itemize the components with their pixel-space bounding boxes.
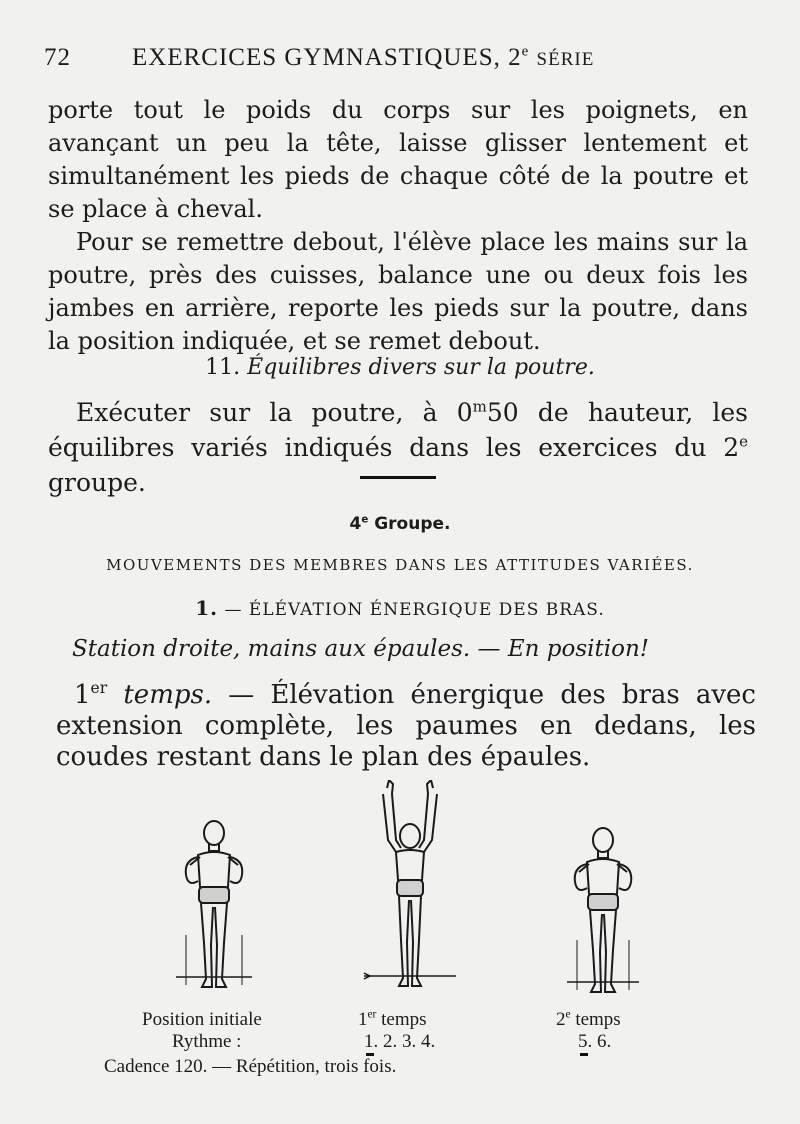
exercise-title: [0, 596, 800, 620]
group-subtitle: MOUVEMENTS DES MEMBRES DANS LES ATTITUDES VARIÉES.: [106, 556, 694, 574]
paragraph-1: porte tout le poids du corps sur les poignets, en avançant un peu la tête, laisse glisser lentement et simultanément les pieds de chaque côté de la poutre et se place à cheval.: [48, 96, 748, 223]
title-sup: e: [521, 43, 530, 60]
section-11-title: Équilibres divers sur la poutre.: [247, 355, 595, 380]
rythme-1: 1. 2. 3. 4.: [364, 1031, 436, 1052]
p3-part3: groupe.: [48, 468, 146, 497]
temps-1-word: temps.: [107, 680, 213, 710]
page-number: 72: [44, 44, 71, 71]
p3-part1: Exécuter sur la poutre, à 0: [76, 398, 473, 427]
caption-1-sup: er: [367, 1008, 377, 1021]
gymnast-hands-on-shoulders-illustration: [164, 815, 264, 1005]
groupe-label: Groupe.: [368, 514, 451, 534]
caption-2-num: 2: [556, 1009, 566, 1030]
caption-1-word: temps: [376, 1009, 427, 1030]
title-serie: SÉRIE: [536, 49, 595, 70]
rythme-2: 5. 6.: [578, 1031, 612, 1052]
cadence-line: Cadence 120. — Répétition, trois fois.: [104, 1056, 397, 1077]
exercise-number: 1.: [195, 596, 219, 620]
caption-2-word: temps: [570, 1009, 621, 1030]
paragraph-2: Pour se remettre debout, l'élève place les mains sur la poutre, près des cuisses, balance une ou deux fois les jambes en arrière, reporte les pieds sur la poutre, dans la position indiquée, et se remet debout.: [48, 228, 748, 355]
caption-2e-temps: [556, 1009, 621, 1031]
figure-position-initiale: [164, 815, 264, 1005]
paragraph-block-1: [48, 94, 748, 358]
figure-1er-temps: [360, 780, 460, 1005]
paragraph-3: [48, 395, 748, 500]
temps-1-sup: er: [90, 678, 108, 697]
caption-2-sup: e: [565, 1008, 571, 1021]
figure-2e-temps: [553, 822, 653, 1007]
exercise-title-text: — ÉLÉVATION ÉNERGIQUE DES BRAS.: [218, 600, 605, 620]
gymnast-arms-raised-illustration: [360, 780, 460, 1005]
caption-position-initiale: Position initiale: [142, 1009, 262, 1030]
section-11-heading: [0, 355, 800, 380]
p3-part2: 50 de hauteur, les équilibres variés indiqués dans les exercices du 2: [48, 398, 748, 462]
running-header: [44, 44, 764, 78]
title-main: EXERCICES GYMNASTIQUES, 2: [132, 44, 522, 71]
p3-sup-m: m: [472, 397, 487, 416]
accent-mark-2: [580, 1053, 588, 1056]
section-11-number: 11.: [205, 355, 241, 380]
station-instruction: Station droite, mains aux épaules. — En position!: [72, 636, 649, 662]
section-divider: [360, 476, 436, 479]
groupe-number: 4: [349, 514, 362, 534]
groupe-heading: [0, 514, 800, 534]
temps-1-num: 1: [74, 680, 91, 710]
running-title: [132, 44, 594, 72]
gymnast-hands-on-shoulders-illustration-2: [553, 822, 653, 1007]
groupe-sup: e: [361, 514, 369, 526]
rythme-label: Rythme :: [172, 1031, 242, 1052]
temps-1-text: — Élévation énergique des bras avec extension complète, les paumes en dedans, les coudes restant dans le plan des épaules.: [56, 680, 756, 772]
p3-sup-e: e: [739, 432, 748, 451]
caption-1-num: 1: [358, 1009, 368, 1030]
caption-1er-temps: [358, 1009, 427, 1031]
temps-1-paragraph: [56, 680, 756, 773]
